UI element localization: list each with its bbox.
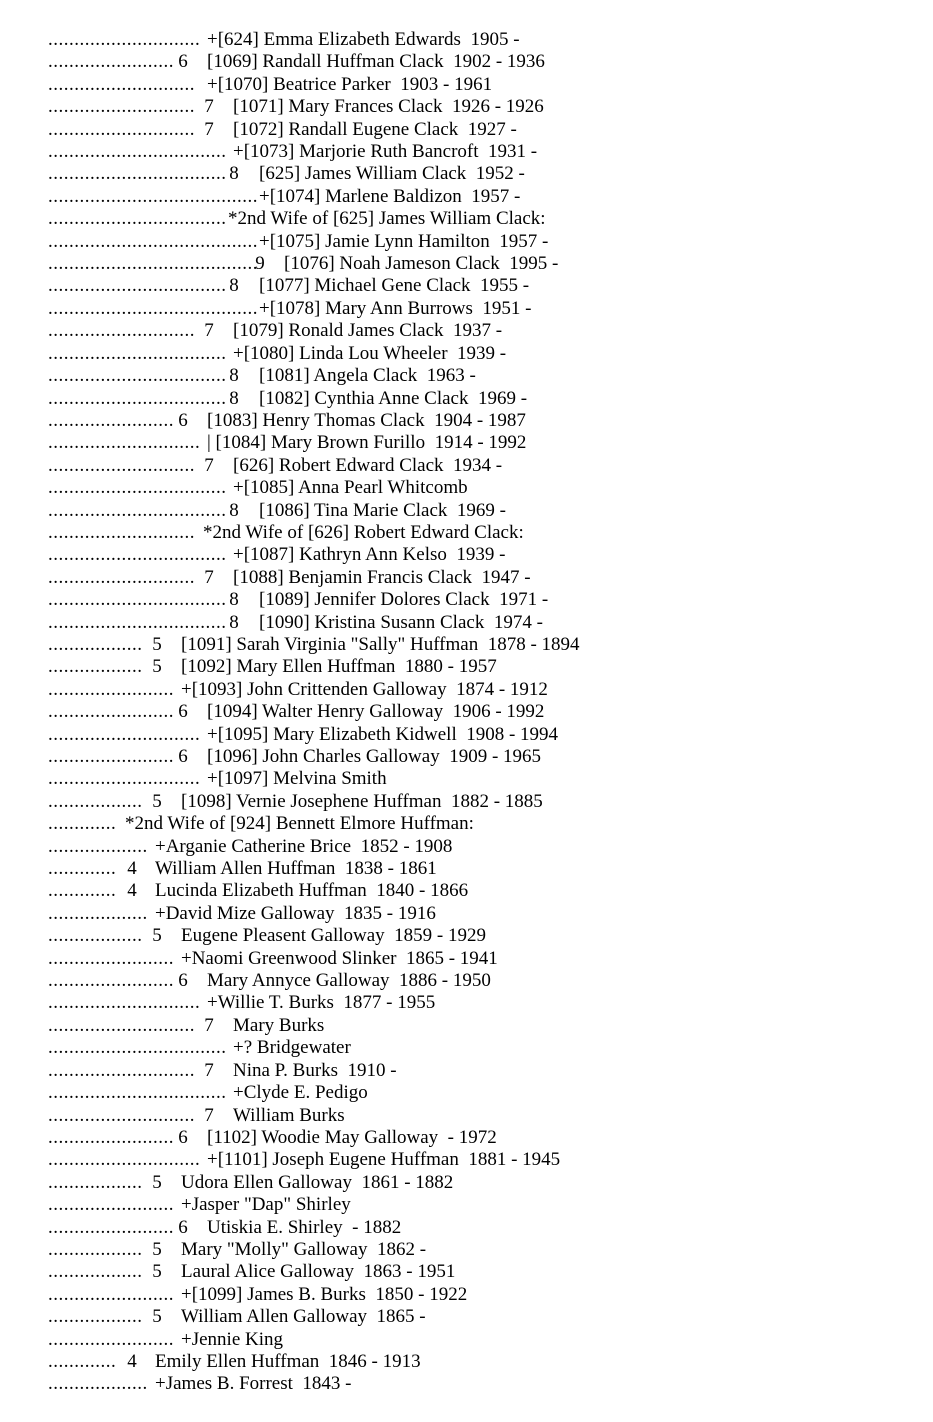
person-entry [48, 791, 908, 813]
leader-dots: .................. [48, 1171, 143, 1193]
entry-text: +Jennie King [181, 1328, 284, 1350]
person-entry [48, 275, 908, 297]
leader-dots: ............. [48, 813, 117, 835]
person-entry [48, 1306, 908, 1328]
person-entry [48, 410, 908, 432]
leader-dots: ........................ [48, 1126, 174, 1148]
person-entry [48, 1172, 908, 1194]
person-entry [48, 320, 908, 342]
entry-text: William Burks [233, 1104, 345, 1126]
entry-text: [625] James William Clack 1952 - [259, 163, 525, 185]
person-entry [48, 1015, 908, 1037]
generation-number: 7 [204, 566, 214, 588]
generation-number: 5 [152, 656, 162, 678]
person-entry [48, 701, 908, 723]
leader-dots: .................. [48, 925, 143, 947]
entry-text: [1089] Jennifer Dolores Clack 1971 - [259, 589, 549, 611]
leader-dots: ............................. [48, 29, 201, 50]
entry-text: [1090] Kristina Susann Clack 1974 - [259, 611, 543, 633]
leader-dots: ........................ [48, 51, 174, 73]
spouse-entry [48, 948, 908, 970]
spouse-heading [48, 522, 908, 544]
entry-text: +[1101] Joseph Eugene Huffman 1881 - 1945 [207, 1149, 561, 1171]
spouse-entry [48, 679, 908, 701]
person-entry [48, 163, 908, 185]
person-entry [48, 589, 908, 611]
entry-text: +David Mize Galloway 1835 - 1916 [155, 902, 436, 924]
spouse-entry [48, 1194, 908, 1216]
entry-text: [1096] John Charles Galloway 1909 - 1965 [207, 746, 542, 767]
person-entry [48, 746, 908, 768]
generation-number: 7 [204, 1059, 214, 1081]
entry-text: [1081] Angela Clack 1963 - [259, 365, 476, 387]
entry-text: [1083] Henry Thomas Clack 1904 - 1987 [207, 409, 526, 431]
entry-text: Utiskia E. Shirley - 1882 [207, 1216, 402, 1238]
generation-number: 6 [178, 1216, 188, 1238]
generation-number: 9 [255, 253, 265, 275]
generation-number: 6 [178, 701, 188, 723]
leader-dots: ............................ [48, 73, 195, 95]
entry-text: +Willie T. Burks 1877 - 1955 [207, 992, 436, 1014]
leader-dots: .................................. [48, 275, 227, 297]
leader-dots: ............. [48, 1350, 117, 1372]
leader-dots: ............. [48, 880, 117, 902]
spouse-entry [48, 432, 908, 454]
entry-text: [1092] Mary Ellen Huffman 1880 - 1957 [181, 656, 497, 678]
spouse-entry [48, 836, 908, 858]
entry-text: [1098] Vernie Josephene Huffman 1882 - 1885 [181, 790, 543, 812]
generation-number: 4 [127, 858, 137, 880]
leader-dots: ............................ [48, 521, 195, 543]
leader-dots: .................................. [48, 387, 227, 409]
entry-text: [1102] Woodie May Galloway - 1972 [207, 1126, 497, 1148]
leader-dots: ........................................ [48, 253, 258, 275]
leader-dots: ........................ [48, 746, 174, 767]
spouse-entry [48, 1037, 908, 1059]
person-entry [48, 455, 908, 477]
leader-dots: ............................. [48, 723, 201, 745]
generation-number: 5 [152, 925, 162, 947]
generation-number: 8 [229, 589, 239, 611]
entry-text: +Jasper "Dap" Shirley [181, 1194, 351, 1216]
entry-text: Nina P. Burks 1910 - [233, 1059, 397, 1081]
descendant-list [48, 29, 908, 1396]
spouse-entry [48, 544, 908, 566]
leader-dots: ............................ [48, 566, 195, 588]
entry-text: +[1073] Marjorie Ruth Bancroft 1931 - [233, 141, 538, 163]
generation-number: 6 [178, 51, 188, 73]
spouse-entry [48, 477, 908, 499]
person-entry [48, 388, 908, 410]
entry-text: +[1078] Mary Ann Burrows 1951 - [259, 297, 532, 319]
leader-dots: ............................. [48, 992, 201, 1014]
generation-number: 6 [178, 746, 188, 767]
leader-dots: ........................ [48, 701, 174, 723]
leader-dots: ............................. [48, 1149, 201, 1171]
person-entry [48, 567, 908, 589]
leader-dots: ............................ [48, 118, 195, 140]
leader-dots: ........................ [48, 678, 174, 700]
entry-text: | [1084] Mary Brown Furillo 1914 - 1992 [207, 432, 527, 454]
spouse-entry [48, 298, 908, 320]
leader-dots: .................. [48, 790, 143, 812]
leader-dots: ............................ [48, 1104, 195, 1126]
entry-text: [1072] Randall Eugene Clack 1927 - [233, 118, 517, 140]
generation-number: 8 [229, 163, 239, 185]
leader-dots: .................................. [48, 611, 227, 633]
entry-text: +[1099] James B. Burks 1850 - 1922 [181, 1283, 468, 1305]
person-entry [48, 925, 908, 947]
generation-number: 7 [204, 1104, 214, 1126]
person-entry [48, 51, 908, 73]
entry-text: [1076] Noah Jameson Clack 1995 - [284, 253, 559, 275]
leader-dots: .................. [48, 1306, 143, 1328]
leader-dots: ............................ [48, 96, 195, 118]
generation-number: 8 [229, 387, 239, 409]
generation-number: 8 [229, 275, 239, 297]
entry-text: +[1070] Beatrice Parker 1903 - 1961 [207, 73, 493, 95]
spouse-entry [48, 231, 908, 253]
entry-text: [1079] Ronald James Clack 1937 - [233, 320, 503, 342]
generation-number: 5 [152, 633, 162, 655]
leader-dots: ........................ [48, 1283, 174, 1305]
person-entry [48, 656, 908, 678]
generation-number: 8 [229, 611, 239, 633]
person-entry [48, 253, 908, 275]
generation-number: 7 [204, 454, 214, 476]
spouse-heading [48, 813, 908, 835]
spouse-entry [48, 74, 908, 96]
entry-text: +[624] Emma Elizabeth Edwards 1905 - [207, 29, 520, 50]
entry-text: +[1095] Mary Elizabeth Kidwell 1908 - 1994 [207, 723, 559, 745]
entry-text: [1091] Sarah Virginia "Sally" Huffman 1878 - 1894 [181, 633, 580, 655]
leader-dots: ............. [48, 858, 117, 880]
entry-text: Udora Ellen Galloway 1861 - 1882 [181, 1171, 454, 1193]
person-entry [48, 119, 908, 141]
leader-dots: ................... [48, 1373, 148, 1395]
leader-dots: ............................. [48, 768, 201, 790]
spouse-entry [48, 768, 908, 790]
entry-text: *2nd Wife of [626] Robert Edward Clack: [203, 521, 524, 543]
entry-text: +[1080] Linda Lou Wheeler 1939 - [233, 342, 507, 364]
person-entry [48, 1239, 908, 1261]
generation-number: 7 [204, 320, 214, 342]
person-entry [48, 1105, 908, 1127]
leader-dots: ............................ [48, 1014, 195, 1036]
spouse-entry [48, 992, 908, 1014]
person-entry [48, 612, 908, 634]
leader-dots: ........................ [48, 409, 174, 431]
entry-text: [1094] Walter Henry Galloway 1906 - 1992 [207, 701, 545, 723]
person-entry [48, 96, 908, 118]
person-entry [48, 1217, 908, 1239]
entry-text: Laural Alice Galloway 1863 - 1951 [181, 1261, 456, 1283]
spouse-entry [48, 1149, 908, 1171]
entry-text: +Clyde E. Pedigo [233, 1082, 368, 1104]
entry-text: +[1097] Melvina Smith [207, 768, 387, 790]
generation-number: 7 [204, 1014, 214, 1036]
leader-dots: .................. [48, 1238, 143, 1260]
leader-dots: .................................. [48, 1082, 227, 1104]
generation-number: 6 [178, 1126, 188, 1148]
leader-dots: ............................ [48, 1059, 195, 1081]
entry-text: [626] Robert Edward Clack 1934 - [233, 454, 503, 476]
generation-number: 5 [152, 1261, 162, 1283]
leader-dots: .................. [48, 633, 143, 655]
entry-text: Eugene Pleasent Galloway 1859 - 1929 [181, 925, 486, 947]
entry-text: *2nd Wife of [924] Bennett Elmore Huffman: [125, 813, 474, 835]
generation-number: 5 [152, 1171, 162, 1193]
entry-text: William Allen Huffman 1838 - 1861 [155, 858, 437, 880]
leader-dots: .................................. [48, 589, 227, 611]
person-entry [48, 1127, 908, 1149]
spouse-entry [48, 186, 908, 208]
entry-text: [1086] Tina Marie Clack 1969 - [259, 499, 506, 521]
entry-text: [1088] Benjamin Francis Clack 1947 - [233, 566, 531, 588]
leader-dots: ............................. [48, 432, 201, 454]
spouse-entry [48, 1284, 908, 1306]
leader-dots: .................................. [48, 1037, 227, 1059]
generation-number: 8 [229, 499, 239, 521]
generation-number: 8 [229, 365, 239, 387]
person-entry [48, 1261, 908, 1283]
spouse-entry [48, 903, 908, 925]
leader-dots: ........................ [48, 1194, 174, 1216]
entry-text: [1082] Cynthia Anne Clack 1969 - [259, 387, 528, 409]
leader-dots: ............................ [48, 320, 195, 342]
spouse-entry [48, 1082, 908, 1104]
spouse-entry [48, 1329, 908, 1351]
person-entry [48, 365, 908, 387]
entry-text: [1071] Mary Frances Clack 1926 - 1926 [233, 96, 544, 118]
generation-number: 5 [152, 1306, 162, 1328]
entry-text: *2nd Wife of [625] James William Clack: [228, 208, 546, 230]
leader-dots: ........................ [48, 1328, 174, 1350]
leader-dots: ................... [48, 902, 148, 924]
leader-dots: ........................ [48, 947, 174, 969]
entry-text: Mary Annyce Galloway 1886 - 1950 [207, 970, 491, 992]
entry-text: [1069] Randall Huffman Clack 1902 - 1936 [207, 51, 545, 73]
generation-number: 6 [178, 409, 188, 431]
entry-text: +[1087] Kathryn Ann Kelso 1939 - [233, 544, 506, 566]
spouse-entry [48, 1373, 908, 1395]
entry-text: +Naomi Greenwood Slinker 1865 - 1941 [181, 947, 498, 969]
leader-dots: .................................. [48, 208, 227, 230]
spouse-entry [48, 343, 908, 365]
entry-text: William Allen Galloway 1865 - [181, 1306, 426, 1328]
generation-number: 7 [204, 118, 214, 140]
generation-number: 5 [152, 790, 162, 812]
person-entry [48, 880, 908, 902]
spouse-heading [48, 208, 908, 230]
generation-number: 7 [204, 96, 214, 118]
person-entry [48, 634, 908, 656]
leader-dots: ........................ [48, 1216, 174, 1238]
entry-text: +[1074] Marlene Baldizon 1957 - [259, 185, 521, 207]
person-entry [48, 970, 908, 992]
leader-dots: .................. [48, 656, 143, 678]
spouse-entry [48, 724, 908, 746]
entry-text: +? Bridgewater [233, 1037, 351, 1059]
leader-dots: ........................................ [48, 185, 258, 207]
leader-dots: ................... [48, 835, 148, 857]
leader-dots: .................................. [48, 544, 227, 566]
entry-text: Mary Burks [233, 1014, 325, 1036]
entry-text: Lucinda Elizabeth Huffman 1840 - 1866 [155, 880, 469, 902]
leader-dots: .................................. [48, 365, 227, 387]
entry-text: +Arganie Catherine Brice 1852 - 1908 [155, 835, 453, 857]
leader-dots: .................................. [48, 141, 227, 163]
generation-number: 4 [127, 880, 137, 902]
leader-dots: .................................. [48, 342, 227, 364]
entry-text: +[1085] Anna Pearl Whitcomb [233, 477, 468, 499]
person-entry [48, 500, 908, 522]
person-entry [48, 858, 908, 880]
generation-number: 6 [178, 970, 188, 992]
leader-dots: ........................ [48, 970, 174, 992]
entry-text: +[1075] Jamie Lynn Hamilton 1957 - [259, 230, 549, 252]
generation-number: 5 [152, 1238, 162, 1260]
leader-dots: ........................................ [48, 230, 258, 252]
leader-dots: .................................. [48, 499, 227, 521]
leader-dots: .................................. [48, 163, 227, 185]
entry-text: Emily Ellen Huffman 1846 - 1913 [155, 1350, 421, 1372]
spouse-entry [48, 29, 908, 51]
spouse-entry [48, 141, 908, 163]
generation-number: 4 [127, 1350, 137, 1372]
entry-text: +James B. Forrest 1843 - [155, 1373, 352, 1395]
person-entry [48, 1060, 908, 1082]
leader-dots: ............................ [48, 454, 195, 476]
entry-text: Mary "Molly" Galloway 1862 - [181, 1238, 427, 1260]
leader-dots: .................. [48, 1261, 143, 1283]
leader-dots: .................................. [48, 477, 227, 499]
person-entry [48, 1351, 908, 1373]
entry-text: +[1093] John Crittenden Galloway 1874 - 1912 [181, 678, 548, 700]
leader-dots: ........................................ [48, 297, 258, 319]
entry-text: [1077] Michael Gene Clack 1955 - [259, 275, 530, 297]
